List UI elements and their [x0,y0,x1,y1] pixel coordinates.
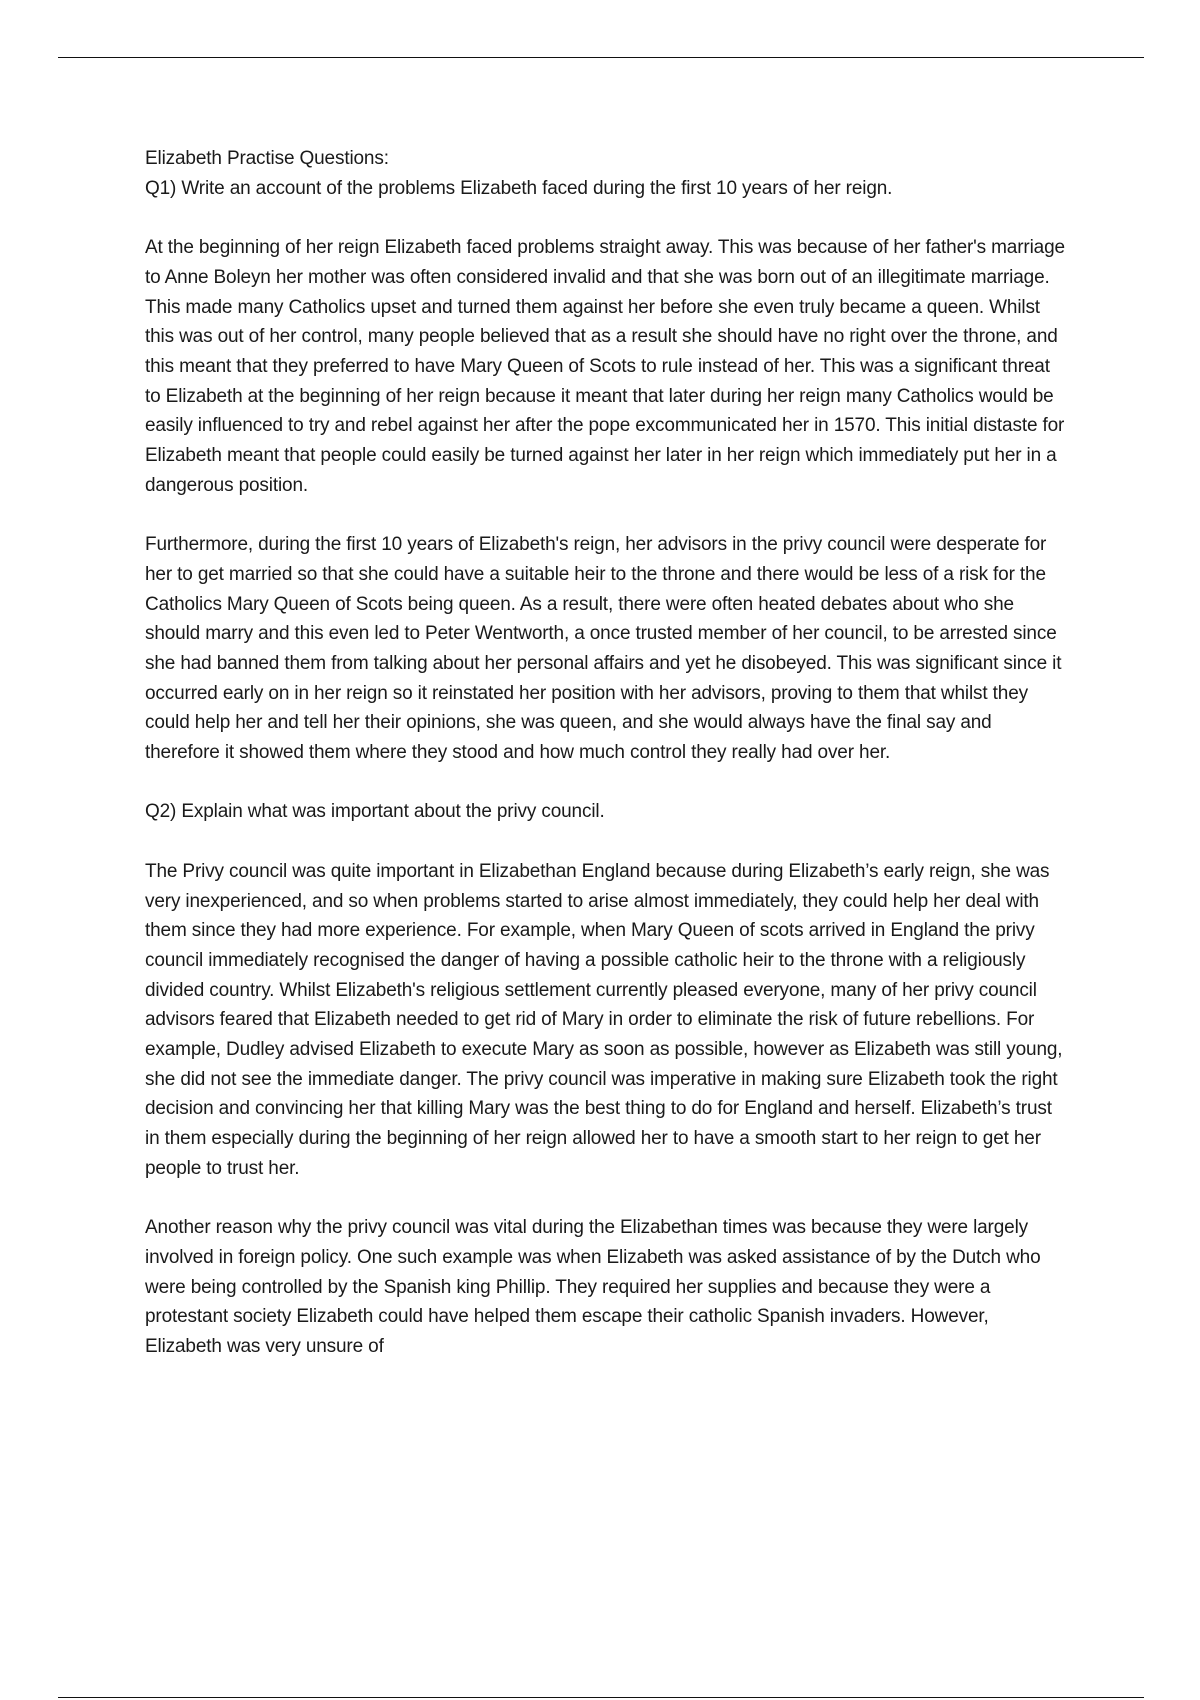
question-2: Q2) Explain what was important about the privy council. [145,801,605,823]
answer-1-paragraph-1: At the beginning of her reign Elizabeth faced problems straight away. This was because of her father's marriage to Anne Boleyn her mother was often considered invalid and that she was born out of an illegitimate marriage. This made many Catholics upset and turned them against her before she even truly became a queen. Whilst this was out of her control, many people believed that as a result she should have no right over the throne, and this meant that they preferred to have Mary Queen of Scots to rule instead of her. This was a significant threat to Elizabeth at the beginning of her reign because it meant that later during her reign many Catholics would be easily influenced to try and rebel against her after the pope excommunicated her in 1570. This initial distaste for Elizabeth meant that people could easily be turned against her later in her reign which immediately put her in a dangerous position. [145,237,1065,496]
document-title: Elizabeth Practise Questions: [145,148,389,169]
answer-2-paragraph-1: The Privy council was quite important in Elizabethan England because during Elizabeth’s early reign, she was very inexperienced, and so when problems started to arise almost immediately, they could help her deal with them since they had more experience. For example, when Mary Queen of scots arrived in England the privy council immediately recognised the danger of having a possible catholic heir to the throne with a religiously divided country. Whilst Elizabeth's religious settlement currently pleased everyone, many of her privy council advisors feared that Elizabeth needed to get rid of Mary in order to eliminate the risk of future rebellions. For example, Dudley advised Elizabeth to execute Mary as soon as possible, however as Elizabeth was still young, she did not see the immediate danger. The privy council was imperative in making sure Elizabeth took the right decision and convincing her that killing Mary was the best thing to do for England and herself. Elizabeth’s trust in them especially during the beginning of her reign allowed her to have a smooth start to her reign to get her people to trust her. [145,860,1063,1179]
question-1: Q1) Write an account of the problems Elizabeth faced during the first 10 years of her reign. [145,177,893,199]
answer-1-paragraph-2: Furthermore, during the first 10 years of Elizabeth's reign, her advisors in the privy council were desperate for her to get married so that she could have a suitable heir to the throne and there would be less of a risk for the Catholics Mary Queen of Scots being queen. As a result, there were often heated debates about who she should marry and this even led to Peter Wentworth, a once trusted member of her council, to be arrested since she had banned them from talking about her personal affairs and yet he disobeyed. This was significant since it occurred early on in her reign so it reinstated her position with her advisors, proving to them that whilst they could help her and tell her their opinions, she was queen, and she would always have the final say and therefore it showed them where they stood and how much control they really had over her. [145,534,1062,764]
answer-2-paragraph-2: Another reason why the privy council was vital during the Elizabethan times was because they were largely involved in foreign policy. One such example was when Elizabeth was asked assistance of by the Dutch who were being controlled by the Spanish king Phillip. They required her supplies and because they were a protestant society Elizabeth could have helped them escape their catholic Spanish invaders. However, Elizabeth was very unsure of [145,1217,1041,1358]
header-rule [58,57,1144,58]
footer-rule [58,1697,1144,1698]
document-body [145,144,1065,1362]
